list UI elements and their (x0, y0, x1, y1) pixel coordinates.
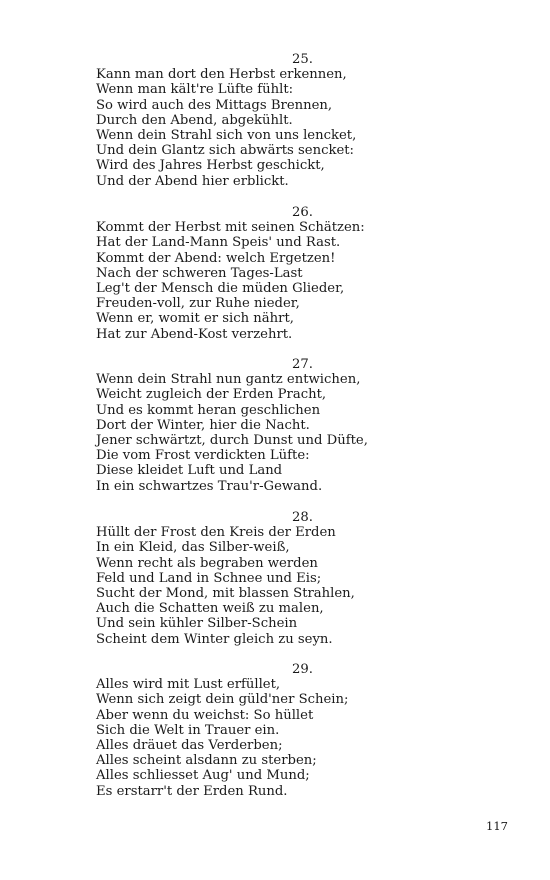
verse-line: Kann man dort den Herbst erkennen, (96, 67, 347, 83)
stanza-lines (96, 220, 365, 342)
verse-line: Alles scheint alsdann zu sterben; (96, 753, 317, 769)
verse-line: Wird des Jahres Herbst geschickt, (96, 158, 325, 174)
verse-line: Wenn man kält're Lüfte fühlt: (96, 82, 294, 98)
stanza-lines (96, 67, 356, 189)
verse-line: Dort der Winter, hier die Nacht. (96, 417, 310, 433)
stanza-lines (96, 372, 368, 494)
verse-line: Die vom Frost verdickten Lüfte: (96, 448, 310, 464)
verse-line: Hüllt der Frost den Kreis der Erden (96, 525, 336, 541)
page-number: 117 (486, 819, 508, 833)
verse-line: Wenn sich zeigt dein güld'ner Schein; (96, 692, 349, 708)
verse-line: Sucht der Mond, mit blassen Strahlen, (96, 586, 355, 601)
verse-line: Alles dräuet das Verderben; (96, 738, 283, 753)
verse-line: Aber wenn du weichst: So hüllet (96, 707, 314, 723)
verse-line: Es erstarr't der Erden Rund. (96, 783, 288, 799)
verse-line: Nach der schweren Tages-Last (96, 265, 303, 281)
verse-line: Hat zur Abend-Kost verzehrt. (96, 326, 293, 342)
verse-line: Hat der Land-Mann Speis' und Rast. (96, 235, 341, 251)
stanza-number: 27. (292, 357, 313, 372)
stanza-number: 29. (292, 662, 313, 677)
stanza-number: 26. (292, 205, 313, 220)
verse-line: Und dein Glantz sich abwärts sencket: (96, 143, 354, 159)
verse-line: In ein schwartzes Trau'r-Gewand. (96, 478, 323, 494)
verse-line: Diese kleidet Luft und Land (96, 463, 283, 479)
verse-line: Und der Abend hier erblickt. (96, 173, 289, 189)
verse-line: Leg't der Mensch die müden Glieder, (96, 281, 345, 296)
verse-line: Sich die Welt in Trauer ein. (96, 722, 280, 738)
verse-line: Wenn er, womit er sich nährt, (96, 311, 294, 327)
verse-line: Wenn dein Strahl nun gantz entwichen, (96, 372, 361, 388)
verse-line: Kommt der Herbst mit seinen Schätzen: (96, 220, 365, 236)
verse-line: Wenn dein Strahl sich von uns lencket, (96, 128, 357, 143)
stanza-number: 25. (292, 52, 313, 67)
verse-line: Durch den Abend, abgekühlt. (96, 112, 293, 128)
verse-line: Auch die Schatten weiß zu malen, (96, 601, 324, 617)
verse-line: Und es kommt heran geschlichen (96, 402, 321, 418)
verse-line: Jener schwärtzt, durch Dunst und Düfte, (96, 433, 368, 448)
stanza-lines (96, 677, 348, 799)
verse-line: Wenn recht als begraben werden (96, 555, 318, 571)
verse-line: Feld und Land in Schnee und Eis; (96, 570, 322, 586)
verse-line: Scheint dem Winter gleich zu seyn. (96, 631, 333, 647)
verse-line: Und sein kühler Silber-Schein (96, 616, 298, 632)
verse-line: Kommt der Abend: welch Ergetzen! (96, 250, 336, 266)
verse-line: Weicht zugleich der Erden Pracht, (96, 387, 327, 403)
verse-line: Freuden-voll, zur Ruhe nieder, (96, 296, 300, 312)
stanza-number: 28. (292, 510, 313, 525)
stanza-lines (96, 525, 355, 647)
verse-line: So wird auch des Mittags Brennen, (96, 97, 333, 113)
verse-line: Alles schliesset Aug' und Mund; (96, 768, 310, 784)
verse-line: Alles wird mit Lust erfüllet, (96, 677, 281, 693)
verse-line: In ein Kleid, das Silber-weiß, (96, 540, 290, 556)
